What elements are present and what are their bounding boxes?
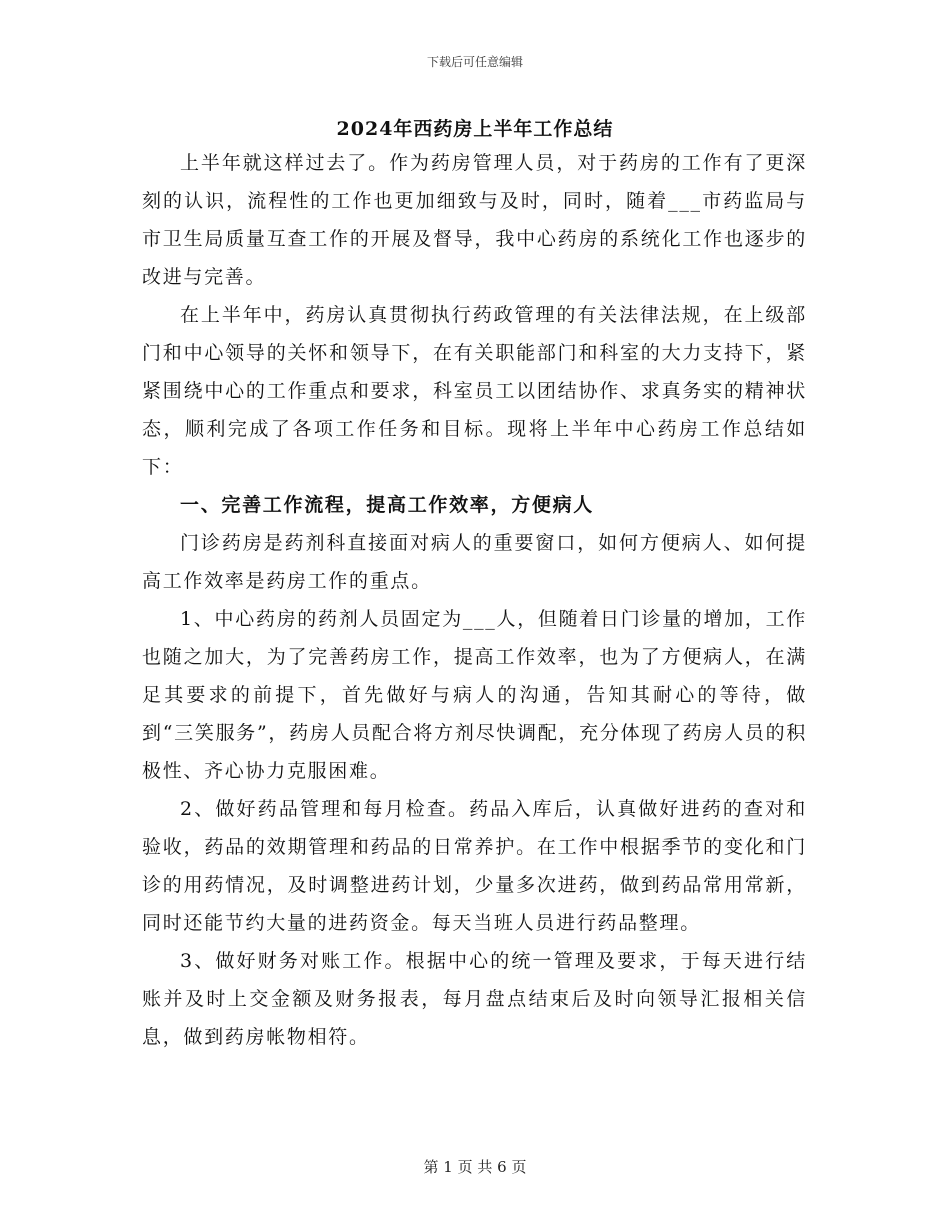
paragraph-item-2: 2、做好药品管理和每月检查。药品入库后，认真做好进药的查对和验收，药品的效期管理和药品的日常养护。在工作中根据季节的变化和门诊的用药情况，及时调整进药计划，少量多次进药，做到药品常用常新，同时还能节约大量的进药资金。每天当班人员进行药品整理。 [142,798,807,934]
document-body [142,144,807,1056]
page-number: 第 1 页 共 6 页 [423,1158,527,1176]
paragraph-overview: 在上半年中，药房认真贯彻执行药政管理的有关法律法规，在上级部门和中心领导的关怀和领导下，在有关职能部门和科室的大力支持下，紧紧围绕中心的工作重点和要求，科室员工以团结协作、求真务实的精神状态，顺利完成了各项工作任务和目标。现将上半年中心药房工作总结如下： [142,304,807,478]
header-note: 下载后可任意编辑 [426,55,523,69]
paragraph-item-1: 1、中心药房的药剂人员固定为___人，但随着日门诊量的增加，工作也随之加大，为了完善药房工作，提高工作效率，也为了方便病人，在满足其要求的前提下，首先做好与病人的沟通，告知其耐心的等待，做到“三笑服务”，药房人员配合将方剂尽快调配，充分体现了药房人员的积极性、齐心协力克服困难。 [142,608,807,782]
paragraph-section-intro: 门诊药房是药剂科直接面对病人的重要窗口，如何方便病人、如何提高工作效率是药房工作的重点。 [142,532,807,592]
paragraph-item-3: 3、做好财务对账工作。根据中心的统一管理及要求，于每天进行结账并及时上交金额及财务报表，每月盘点结束后及时向领导汇报相关信息，做到药房帐物相符。 [142,950,807,1048]
document-title: 2024年西药房上半年工作总结 [336,118,614,140]
paragraph-intro: 上半年就这样过去了。作为药房管理人员，对于药房的工作有了更深刻的认识，流程性的工作也更加细致与及时，同时，随着___市药监局与市卫生局质量互查工作的开展及督导，我中心药房的系统化工作也逐步的改进与完善。 [142,152,807,288]
section-heading-1: 一、完善工作流程，提高工作效率，方便病人 [180,494,595,516]
